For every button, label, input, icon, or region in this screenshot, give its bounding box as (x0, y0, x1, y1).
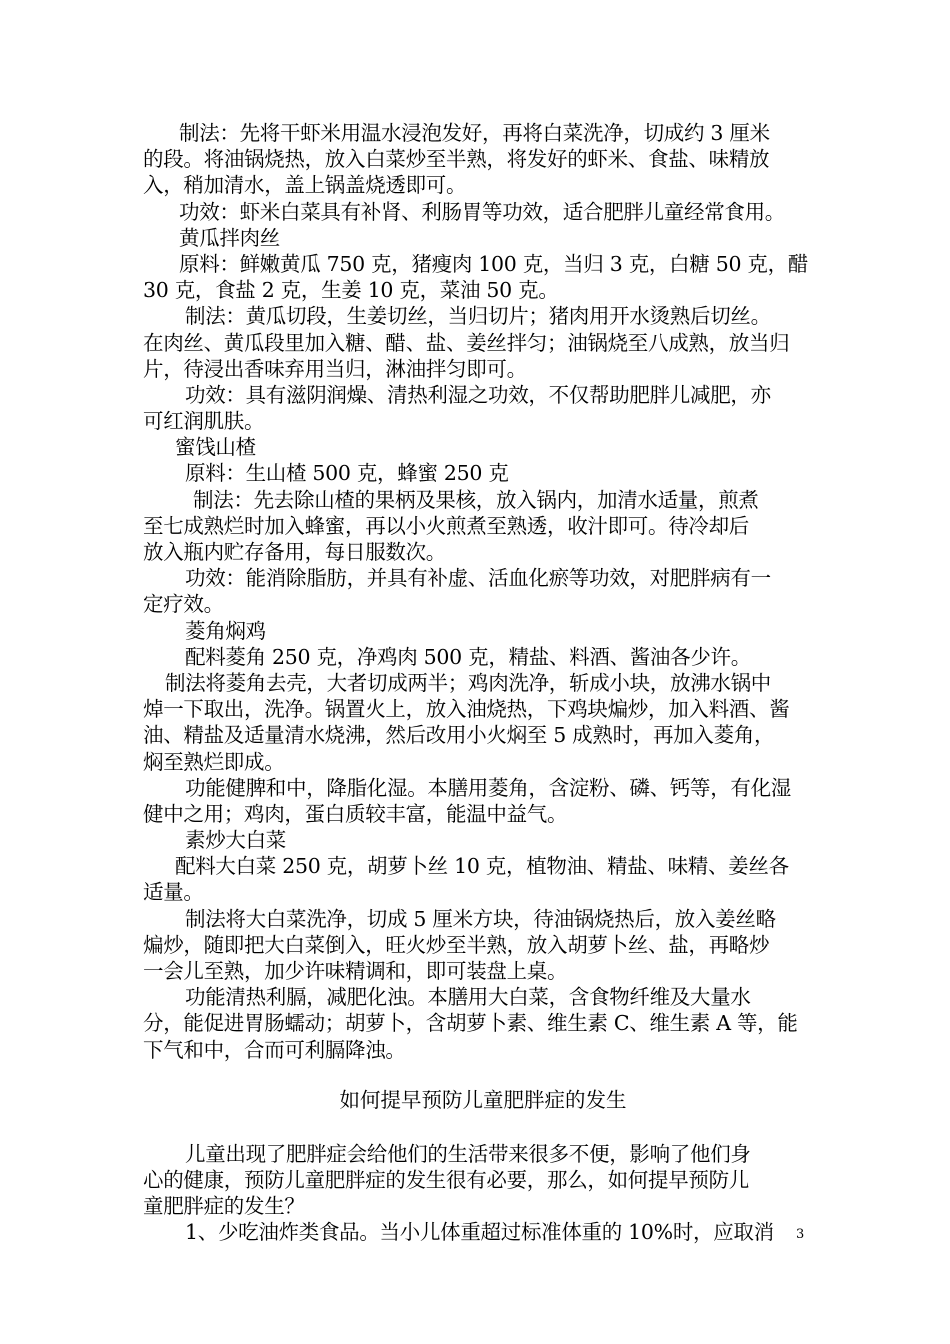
text-line: 功能清热利膈，减肥化浊。本膳用大白菜，含食物纤维及大量水 (185, 985, 751, 1010)
text-line: 焖至熟烂即成。 (143, 749, 285, 774)
text-line: 片，待浸出香味弃用当归，淋油拌匀即可。 (143, 356, 527, 381)
text-line: 至七成熟烂时加入蜂蜜，再以小火煎煮至熟透，收汁即可。待冷却后 (143, 513, 749, 538)
text-line: 功能健脾和中，降脂化湿。本膳用菱角，含淀粉、磷、钙等，有化湿 (185, 775, 791, 800)
text-line: 煸炒，随即把大白菜倒入，旺火炒至半熟，放入胡萝卜丝、盐，再略炒 (143, 932, 770, 957)
document-body (143, 120, 823, 1246)
text-line: 功效：具有滋阴润燥、清热利湿之功效，不仅帮助肥胖儿减肥，亦 (185, 382, 771, 407)
text-line: 配料大白菜 250 克，胡萝卜丝 10 克，植物油、精盐、味精、姜丝各 (175, 854, 789, 879)
text-line: 菱角焖鸡 (185, 618, 266, 643)
text-line: 素炒大白菜 (185, 828, 286, 853)
text-line: 心的健康，预防儿童肥胖症的发生很有必要，那么，如何提早预防儿 (143, 1167, 749, 1192)
text-line: 焯一下取出，洗净。锅置火上，放入油烧热，下鸡块煸炒，加入料酒、酱 (143, 697, 790, 722)
text-line: 健中之用；鸡肉，蛋白质较丰富，能温中益气。 (143, 801, 568, 826)
text-line: 油、精盐及适量清水烧沸，然后改用小火焖至 5 成熟时，再加入菱角， (143, 723, 775, 748)
text-line: 适量。 (143, 880, 204, 905)
text-line: 在肉丝、黄瓜段里加入糖、醋、盐、姜丝拌匀；油锅烧至八成熟，放当归 (143, 330, 790, 355)
text-line: 分，能促进胃肠蠕动；胡萝卜，含胡萝卜素、维生素 C、维生素 A 等，能 (143, 1011, 798, 1036)
text-line: 功效：能消除脂肪，并具有补虚、活血化瘀等功效，对肥胖病有一 (185, 566, 771, 591)
text-line: 制法将大白菜洗净，切成 5 厘米方块，待油锅烧热后，放入姜丝略 (185, 906, 776, 931)
page-number: 3 (796, 1227, 805, 1242)
text-line: 制法：先将干虾米用温水浸泡发好，再将白菜洗净，切成约 3 厘米 (179, 121, 770, 145)
text-line: 制法：黄瓜切段，生姜切丝，当归切片；猪肉用开水烫熟后切丝。 (185, 304, 771, 329)
text-line: 下气和中，合而可利膈降浊。 (143, 1037, 406, 1062)
text-line: 配料菱角 250 克，净鸡肉 500 克，精盐、料酒、酱油各少许。 (185, 644, 751, 669)
text-line: 一会儿至熟，加少许味精调和，即可装盘上桌。 (143, 959, 568, 983)
text-line: 1、少吃油炸类食品。当小儿体重超过标准体重的 10%时，应取消 (185, 1220, 774, 1245)
text-line: 定疗效。 (143, 592, 224, 617)
text-line: 制法将菱角去壳，大者切成两半；鸡肉洗净，斩成小块，放沸水锅中 (165, 670, 771, 695)
text-line: 功效：虾米白菜具有补肾、利肠胃等功效，适合肥胖儿童经常食用。 (179, 199, 785, 224)
text-line: 的段。将油锅烧热，放入白菜炒至半熟，将发好的虾米、食盐、味精放 (143, 147, 770, 172)
section-title: 如何提早预防儿童肥胖症的发生 (339, 1087, 627, 1112)
prevention-section (143, 1141, 823, 1246)
text-line: 30 克，食盐 2 克，生姜 10 克，菜油 50 克。 (143, 278, 559, 303)
text-line: 原料：鲜嫩黄瓜 750 克，猪瘦肉 100 克，当归 3 克，白糖 50 克，醋 (179, 251, 809, 276)
recipe-section (143, 120, 823, 1063)
text-line: 放入瓶内贮存备用，每日服数次。 (143, 540, 446, 564)
text-line: 儿童出现了肥胖症会给他们的生活带来很多不便，影响了他们身 (185, 1141, 751, 1166)
text-line: 可红润肌肤。 (143, 409, 265, 434)
text-line: 原料：生山楂 500 克，蜂蜜 250 克 (185, 461, 509, 486)
text-line: 黄瓜拌肉丝 (179, 225, 280, 250)
text-line: 入，稍加清水，盖上锅盖烧透即可。 (143, 173, 467, 198)
text-line: 制法：先去除山楂的果柄及果核，放入锅内，加清水适量，煎煮 (193, 487, 759, 512)
text-line: 童肥胖症的发生？ (143, 1194, 305, 1219)
text-line: 蜜饯山楂 (175, 435, 256, 460)
